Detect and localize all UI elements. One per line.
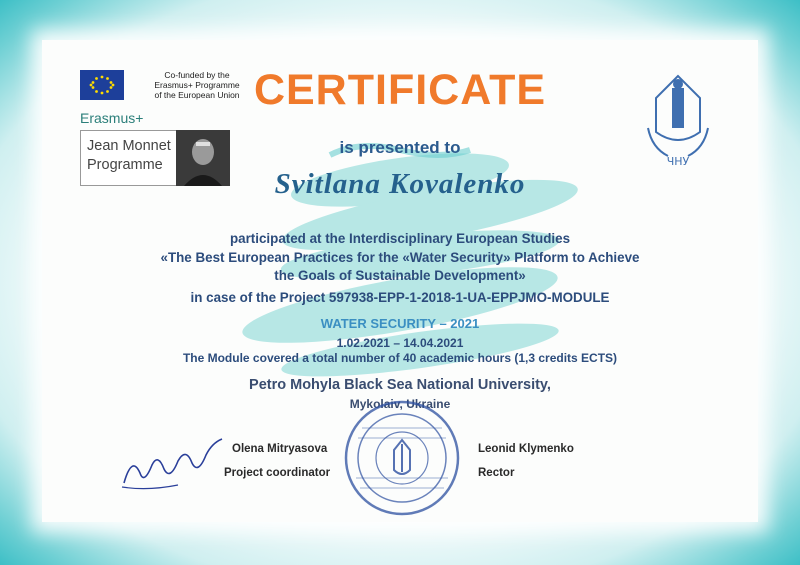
- university-name: Petro Mohyla Black Sea National University,: [249, 377, 551, 393]
- university-city: Mykolaiv, Ukraine: [349, 397, 451, 411]
- certificate-title: CERTIFICATE: [253, 66, 547, 114]
- eu-line-3: of the European Union: [154, 90, 240, 100]
- participation-line-1: participated at the Interdisciplinary European Studies: [229, 231, 571, 246]
- eu-line-2: Erasmus+ Programme: [154, 80, 240, 90]
- erasmus-label: Erasmus+: [80, 110, 144, 126]
- university-logo-text: ЧНУ: [666, 155, 690, 168]
- coordinator-name: Olena Mitryasova: [232, 443, 328, 455]
- participation-line-2: «The Best European Practices for the «Water Security» Platform to Achieve: [160, 250, 640, 265]
- jm-line-2: Programme: [87, 157, 163, 173]
- university-seal: [342, 398, 462, 518]
- coordinator-signature: [118, 425, 228, 495]
- module-dates: 1.02.2021 – 14.04.2021: [336, 336, 464, 350]
- project-line: in case of the Project 597938-EPP-1-2018-1-UA-EPPJMO-MODULE: [190, 290, 610, 305]
- recipient-name: Svitlana Kovalenko: [274, 168, 526, 200]
- participation-line-3: the Goals of Sustainable Development»: [274, 268, 526, 283]
- module-hours: The Module covered a total number of 40 academic hours (1,3 credits ECTS): [182, 351, 618, 365]
- module-name: WATER SECURITY – 2021: [320, 316, 480, 331]
- coordinator-role: Project coordinator: [224, 467, 331, 479]
- jm-line-1: Jean Monnet: [87, 138, 171, 154]
- rector-name: Leonid Klymenko: [478, 443, 574, 455]
- presented-to-label: is presented to: [339, 138, 461, 157]
- rector-role: Rector: [478, 467, 515, 479]
- eu-line-1: Co-funded by the: [164, 70, 230, 80]
